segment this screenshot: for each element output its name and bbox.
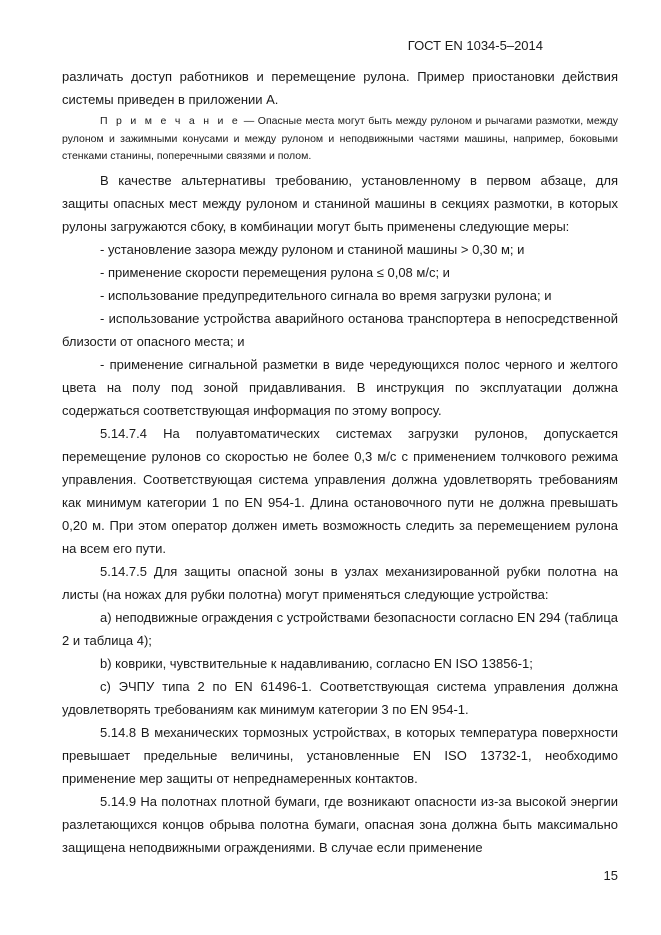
measure-floor-marking: - применение сигнальной разметки в виде чередующихся полос черного и желтого цвета на полу под зоной придавливания. В инструкция по эксплуатации должна содержаться соответствующая информация по этому вопросу. bbox=[62, 356, 618, 418]
section-5-14-8: 5.14.8 В механических тормозных устройствах, в которых температура поверхности превышает предельные величины, установленные EN ISO 13732-1, необходимо применение мер защиты от непреднамеренных контактов. bbox=[62, 724, 618, 786]
document-body bbox=[62, 65, 618, 859]
note-text: — Опасные места могут быть между рулоном и рычагами размотки, между рулоном и зажимными конусами и между рулоном и неподвижными частями машины, например, боковыми стенками станины, поперечными связями и полом. bbox=[62, 115, 618, 162]
measure-emergency-stop: - использование устройства аварийного останова транспортера в непосредственной близости от опасного места; и bbox=[62, 310, 618, 349]
measure-warning-signal: - использование предупредительного сигнала во время загрузки рулона; и bbox=[100, 287, 552, 303]
measure-gap: - установление зазора между рулоном и станиной машины > 0,30 м; и bbox=[100, 241, 525, 257]
section-5-14-7-5: 5.14.7.5 Для защиты опасной зоны в узлах механизированной рубки полотна на листы (на ножах для рубки полотна) могут применяться следующие устройства: bbox=[62, 563, 618, 602]
page-number: 15 bbox=[603, 868, 618, 883]
note-heading: П р и м е ч а н и е bbox=[100, 115, 241, 127]
section-5-14-9: 5.14.9 На полотнах плотной бумаги, где возникают опасности из-за высокой энергии разлетающихся концов обрыва полотна бумаги, опасная зона должна быть максимально защищена неподвижными ограждениями. В случае если применение bbox=[62, 793, 618, 855]
paragraph-alternative-measures: В качестве альтернативы требованию, установленному в первом абзаце, для защиты опасных мест между рулоном и станиной машины в секциях размотки, в которых рулоны загружаются сбоку, в комбинации могут быть применены следующие меры: bbox=[62, 172, 618, 234]
section-5-14-7-4: 5.14.7.4 На полуавтоматических системах загрузки рулонов, допускается перемещение рулонов со скоростью не более 0,3 м/с с применением толчкового режима управления. Соответствующая система управления должна удовлетворять требованиям как минимум категории 1 по EN 954-1. Длина остановочного пути не должна превышать 0,20 м. При этом оператор должен иметь возможность следить за перемещением рулона на всем его пути. bbox=[62, 425, 618, 556]
list-item-b: b) коврики, чувствительные к надавливанию, согласно EN ISO 13856-1; bbox=[100, 655, 533, 671]
note bbox=[62, 113, 618, 166]
paragraph-continuation: различать доступ работников и перемещение рулона. Пример приостановки действия системы приведен в приложении А. bbox=[62, 69, 618, 107]
list-item-c: c) ЭЧПУ типа 2 по EN 61496-1. Соответствующая система управления должна удовлетворять требованиям как минимум категории 3 по EN 954-1. bbox=[62, 678, 618, 717]
measure-speed: - применение скорости перемещения рулона ≤ 0,08 м/с; и bbox=[100, 264, 450, 280]
document-header: ГОСТ EN 1034-5–2014 bbox=[407, 38, 543, 53]
list-item-a: а) неподвижные ограждения с устройствами безопасности согласно EN 294 (таблица 2 и таблица 4); bbox=[62, 609, 618, 648]
